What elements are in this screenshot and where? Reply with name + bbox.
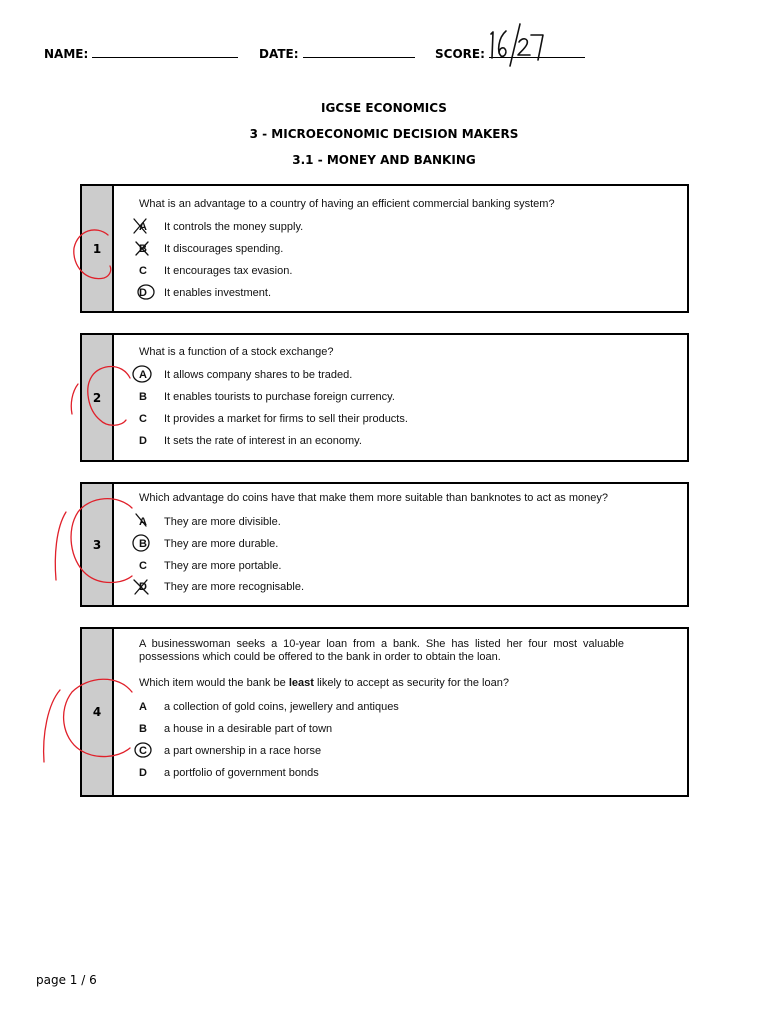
date-blank-line — [303, 45, 415, 58]
question-3-option-b: B They are more durable. — [139, 538, 279, 550]
question-1-text: What is an advantage to a country of having an efficient commercial banking system? — [139, 198, 555, 210]
question-4-option-b: B a house in a desirable part of town — [139, 723, 333, 735]
question-4-intro: A businesswoman seeks a 10-year loan from a bank. She has listed her four most valuable possessions which could be offered to the bank in order to obtain the loan. — [139, 638, 624, 663]
question-3-option-d: D They are more recognisable. — [139, 581, 305, 593]
question-4-text: Which item would the bank be least likely to accept as security for the loan? — [139, 677, 509, 689]
question-1-option-d: D It enables investment. — [139, 287, 272, 299]
date-field — [259, 45, 415, 61]
name-blank-line — [92, 45, 238, 58]
score-label: SCORE: — [435, 47, 485, 61]
name-field — [44, 45, 238, 61]
question-4-option-a: A a collection of gold coins, jewellery and antiques — [139, 701, 399, 713]
question-4-box — [80, 627, 689, 797]
question-4-option-d: D a portfolio of government bonds — [139, 767, 319, 779]
q2-red-tick-stroke — [71, 384, 78, 414]
subject-title: IGCSE ECONOMICS — [321, 101, 447, 115]
unit-title: 3 - MICROECONOMIC DECISION MAKERS — [249, 127, 519, 141]
question-2-option-d: D It sets the rate of interest in an economy. — [139, 435, 362, 447]
header-row — [0, 45, 768, 65]
question-1-box — [80, 184, 689, 313]
question-3-text: Which advantage do coins have that make them more suitable than banknotes to act as money? — [139, 492, 608, 504]
question-3-option-c: C They are more portable. — [139, 560, 282, 572]
q4-red-tick-stroke — [44, 690, 60, 762]
question-1-option-c: C It encourages tax evasion. — [139, 265, 293, 277]
question-3-option-a: A They are more divisible. — [139, 516, 281, 528]
question-3-number: 3 — [92, 538, 102, 552]
question-4-option-c: C a part ownership in a race horse — [139, 745, 322, 757]
date-label: DATE: — [259, 47, 299, 61]
question-2-option-b: B It enables tourists to purchase foreign currency. — [139, 391, 395, 403]
titles-block — [0, 100, 768, 178]
name-label: NAME: — [44, 47, 89, 61]
question-2-number: 2 — [92, 391, 102, 405]
question-1-option-a: A It controls the money supply. — [139, 221, 304, 233]
section-title: 3.1 - MONEY AND BANKING — [292, 153, 476, 167]
question-2-option-c: C It provides a market for firms to sell their products. — [139, 413, 408, 425]
question-2-option-a: A It allows company shares to be traded. — [139, 369, 353, 381]
question-3-box — [80, 482, 689, 607]
question-2-box — [80, 333, 689, 462]
question-4-emphasis: least — [288, 677, 314, 689]
q3-red-tick-stroke — [55, 512, 66, 580]
question-1-option-b: B It discourages spending. — [139, 243, 284, 255]
question-2-text: What is a function of a stock exchange? — [139, 346, 334, 358]
page-number: page 1 / 6 — [36, 973, 97, 987]
question-1-number: 1 — [92, 242, 102, 256]
handwritten-score — [486, 22, 548, 68]
question-4-number: 4 — [92, 705, 102, 719]
